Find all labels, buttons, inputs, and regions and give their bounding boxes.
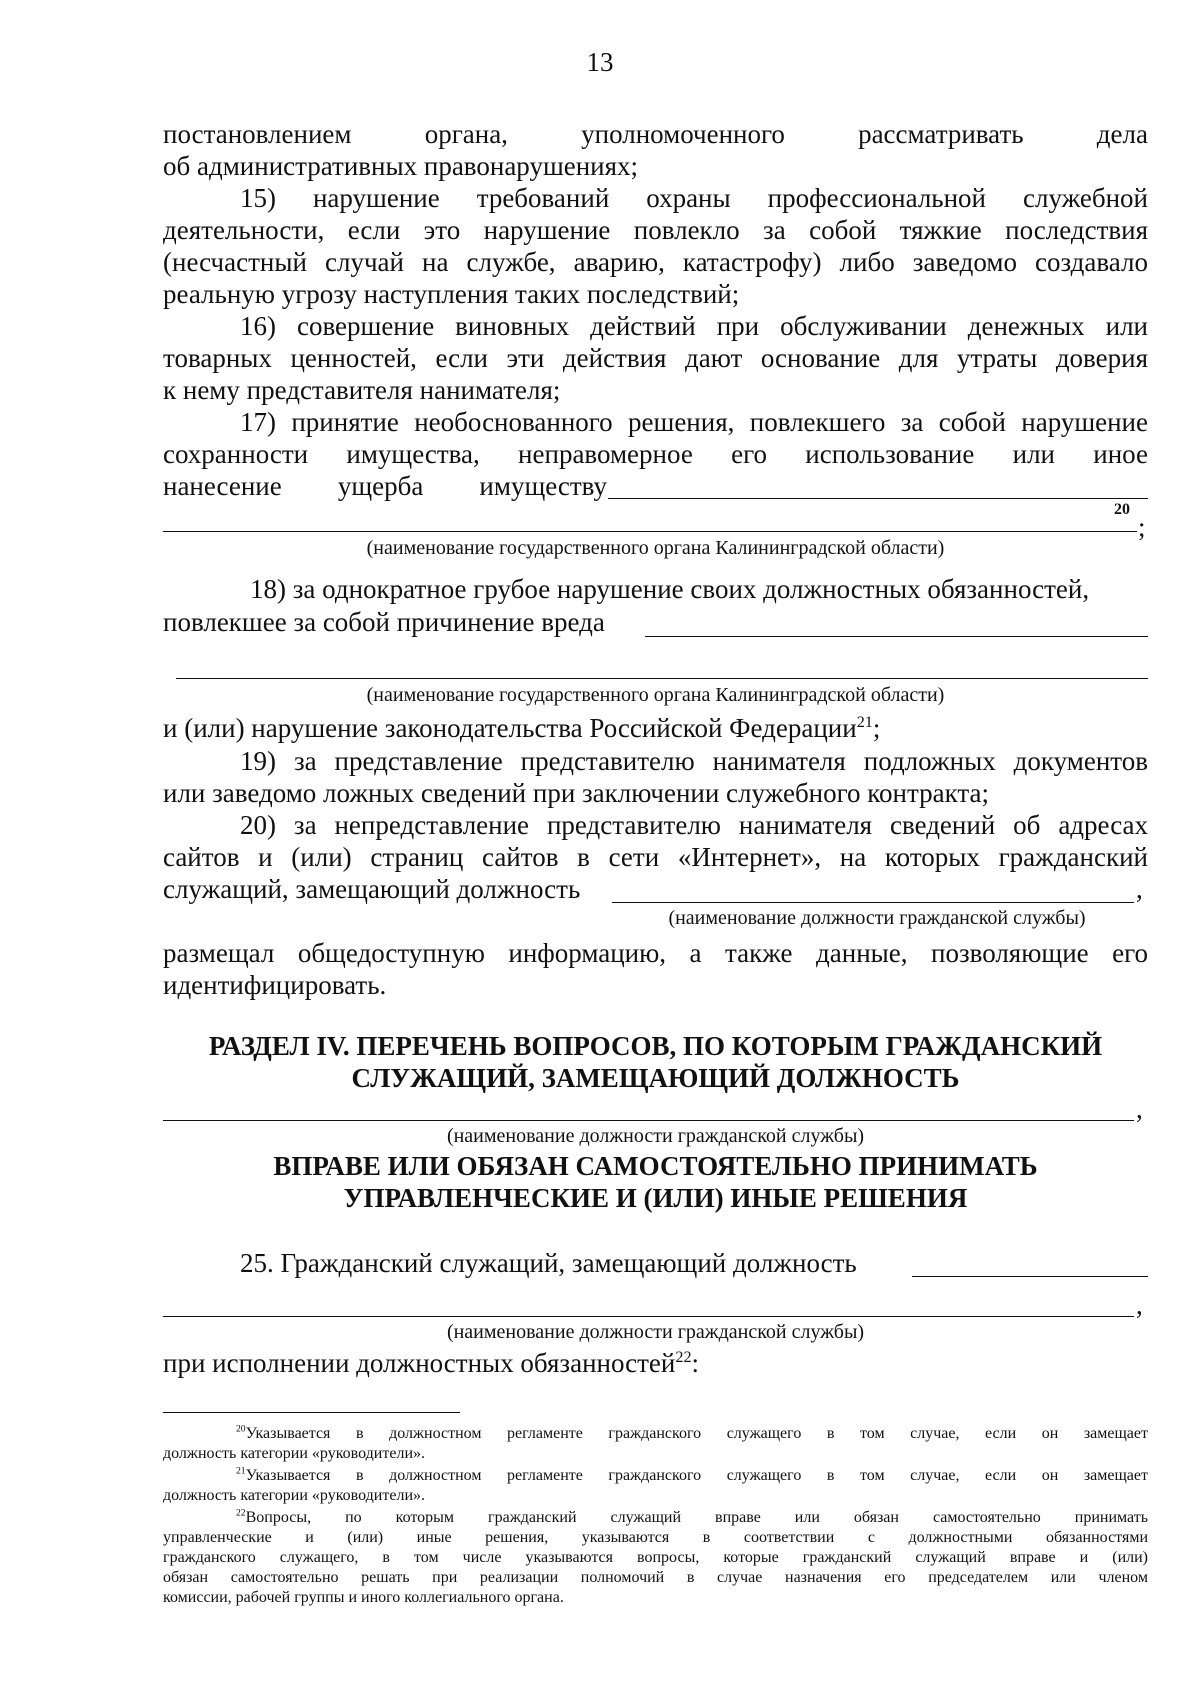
caption-position-1: (наименование должности гражданской службы) bbox=[668, 907, 1086, 929]
section-heading-line-4: УПРАВЛЕНЧЕСКИЕ И (ИЛИ) ИНЫЕ РЕШЕНИЯ bbox=[343, 1183, 968, 1213]
footnote-20-line-1 bbox=[236, 1424, 1148, 1444]
blank-line-position-3 bbox=[912, 1276, 1148, 1277]
word: имуществу bbox=[479, 471, 607, 501]
footnote-text: Указывается в должностном регламенте гражданского служащего в том случае, если он замещает bbox=[245, 1425, 1148, 1442]
item-16-line-3: к нему представителя нанимателя; bbox=[163, 375, 561, 405]
word: рассматривать bbox=[858, 119, 1024, 149]
caption-position-2: (наименование должности гражданской службы) bbox=[446, 1125, 865, 1147]
caption-gov-organ-1: (наименование государственного органа Калининградской области) bbox=[366, 537, 945, 559]
item-15-line-2: деятельности, если это нарушение повлекло за собой тяжкие последствия bbox=[163, 215, 1148, 245]
paragraph-continuation-line-1 bbox=[163, 118, 1148, 150]
item-25-tail bbox=[163, 1347, 699, 1379]
word: органа, bbox=[424, 119, 508, 149]
footnote-22-line-4: обязан самостоятельно решать при реализации полномочий в случае назначения его председателем или членом bbox=[163, 1569, 1148, 1586]
item-16-line-2: товарных ценностей, если эти действия дают основание для утраты доверия bbox=[163, 343, 1148, 373]
section-heading-line-2: СЛУЖАЩИЙ, ЗАМЕЩАЮЩИЙ ДОЛЖНОСТЬ bbox=[351, 1063, 960, 1093]
blank-line-position-2 bbox=[163, 1120, 1134, 1121]
comma: , bbox=[1136, 874, 1143, 904]
section-heading-line-3: ВПРАВЕ ИЛИ ОБЯЗАН САМОСТОЯТЕЛЬНО ПРИНИМАТЬ bbox=[273, 1151, 1038, 1181]
item-17-line-3 bbox=[163, 470, 607, 502]
item-18-line-1: 18) за однократное грубое нарушение своих должностных обязанностей, bbox=[250, 574, 1090, 604]
footnote-20-line-2: должность категории «руководители». bbox=[163, 1445, 425, 1462]
item-25-line-1: 25. Гражданский служащий, замещающий должность bbox=[240, 1248, 857, 1278]
blank-line-organ-1 bbox=[608, 498, 1148, 499]
item-18-line-2: повлекшее за собой причинение вреда bbox=[163, 607, 605, 637]
item-17-semicolon: ; bbox=[1138, 512, 1146, 542]
blank-line-position-1 bbox=[612, 902, 1134, 903]
footnote-ref-20: 20 bbox=[1114, 501, 1130, 518]
blank-line-harm-2 bbox=[176, 678, 1148, 679]
item-20-after-line-1: размещал общедоступную информацию, а также данные, позволяющие его bbox=[163, 938, 1148, 968]
item-20-line-2: сайтов и (или) страниц сайтов в сети «Интернет», на которых гражданский bbox=[163, 842, 1148, 872]
footnote-21-line-2: должность категории «руководители». bbox=[163, 1487, 425, 1504]
item-18-tail bbox=[163, 712, 880, 744]
footnote-22-line-5: комиссии, рабочей группы и иного коллегиального органа. bbox=[163, 1589, 564, 1606]
item-19-line-1: 19) за представление представителю нанимателя подложных документов bbox=[240, 746, 1148, 776]
comma: , bbox=[1136, 1290, 1143, 1320]
item-20-line-3: служащий, замещающий должность bbox=[163, 874, 581, 904]
word: ущерба bbox=[337, 471, 424, 501]
item-20-line-1: 20) за непредставление представителю нанимателя сведений об адресах bbox=[240, 810, 1148, 840]
footnote-ref-22: 22 bbox=[675, 1348, 692, 1366]
item-18-tail-text: и (или) нарушение законодательства Российской Федерации bbox=[163, 713, 857, 743]
blank-line-harm-1 bbox=[645, 636, 1148, 637]
footnote-21-line-1 bbox=[236, 1466, 1148, 1486]
footnote-number: 20 bbox=[236, 1423, 246, 1435]
footnote-22-line-3: гражданского служащего, в том числе указываются вопросы, которые гражданский служащий вправе и (или) bbox=[163, 1549, 1148, 1566]
blank-line-organ-2 bbox=[163, 531, 1137, 532]
word: дела bbox=[1096, 119, 1148, 149]
item-15-line-3: (несчастный случай на службе, аварию, катастрофу) либо заведомо создавало bbox=[163, 247, 1148, 277]
blank-line-position-4 bbox=[163, 1316, 1134, 1317]
footnote-number: 22 bbox=[236, 1507, 246, 1519]
footnote-22-line-2: управленческие и (или) иные решения, указываются в соответствии с должностными обязанностями bbox=[163, 1529, 1148, 1546]
item-20-after-line-2: идентифицировать. bbox=[163, 970, 387, 1000]
caption-position-3: (наименование должности гражданской службы) bbox=[446, 1321, 865, 1343]
item-25-tail-text: при исполнении должностных обязанностей bbox=[163, 1348, 676, 1378]
footnote-number: 21 bbox=[236, 1465, 246, 1477]
item-16-line-1: 16) совершение виновных действий при обслуживании денежных или bbox=[240, 311, 1148, 341]
footnote-text: Указывается в должностном регламенте гражданского служащего в том случае, если он замещает bbox=[245, 1467, 1148, 1484]
item-15-line-4: реальную угрозу наступления таких последствий; bbox=[163, 279, 740, 309]
footnote-ref-21: 21 bbox=[856, 713, 873, 731]
item-25-end: : bbox=[691, 1348, 700, 1378]
word: нанесение bbox=[163, 471, 282, 501]
caption-gov-organ-2: (наименование государственного органа Калининградской области) bbox=[366, 684, 945, 706]
footnote-separator bbox=[163, 1412, 460, 1413]
footnote-text: Вопросы, по которым гражданский служащий вправе или обязан самостоятельно принимать bbox=[245, 1509, 1148, 1526]
page-number: 13 bbox=[586, 47, 614, 77]
item-17-line-1: 17) принятие необоснованного решения, повлекшего за собой нарушение bbox=[240, 407, 1148, 437]
item-15-line-1: 15) нарушение требований охраны профессиональной служебной bbox=[240, 183, 1148, 213]
item-17-line-2: сохранности имущества, неправомерное его использование или иное bbox=[163, 439, 1148, 469]
footnote-22-line-1 bbox=[236, 1508, 1148, 1528]
word: постановлением bbox=[163, 119, 352, 149]
comma: , bbox=[1136, 1094, 1143, 1124]
item-18-end: ; bbox=[872, 713, 881, 743]
word: уполномоченного bbox=[581, 119, 785, 149]
item-19-line-2: или заведомо ложных сведений при заключении служебного контракта; bbox=[163, 778, 989, 808]
paragraph-continuation-line-2: об административных правонарушениях; bbox=[163, 151, 639, 181]
section-heading-line-1: РАЗДЕЛ IV. ПЕРЕЧЕНЬ ВОПРОСОВ, ПО КОТОРЫМ ГРАЖДАНСКИЙ bbox=[208, 1031, 1103, 1061]
